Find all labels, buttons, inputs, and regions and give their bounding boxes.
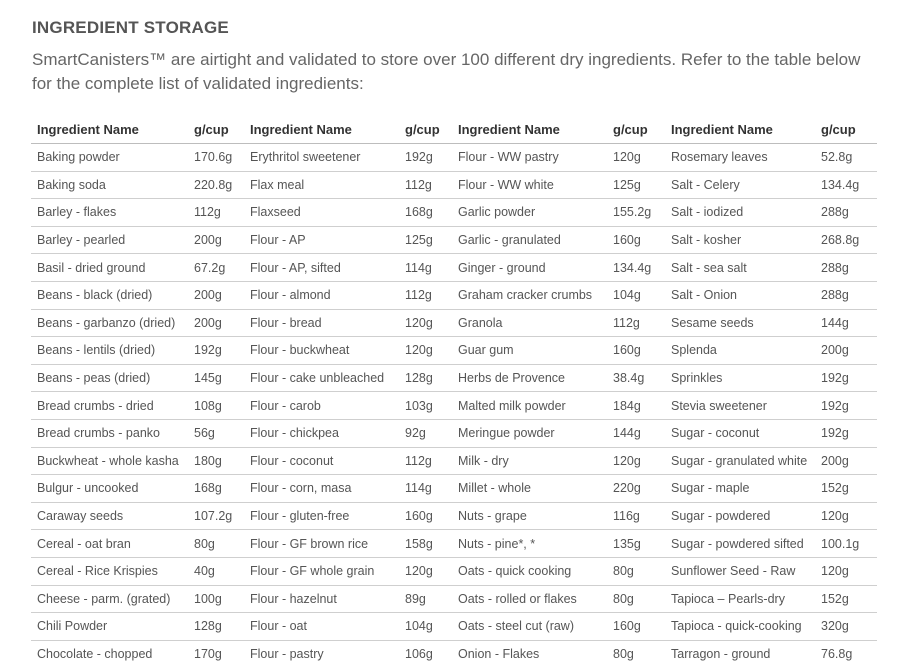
ingredient-name-cell: Cereal - Rice Krispies [31, 557, 188, 585]
table-row [31, 475, 877, 503]
grams-per-cup-cell: 107.2g [188, 502, 244, 530]
grams-per-cup-cell: 80g [188, 530, 244, 558]
grams-per-cup-cell: 104g [607, 281, 665, 309]
grams-per-cup-cell: 112g [188, 199, 244, 227]
ingredient-name-cell: Splenda [665, 337, 815, 365]
table-row [31, 144, 877, 172]
ingredient-name-cell: Flour - AP [244, 226, 399, 254]
ingredient-name-cell: Flaxseed [244, 199, 399, 227]
ingredient-name-cell: Cheese - parm. (grated) [31, 585, 188, 613]
table-row [31, 337, 877, 365]
ingredient-name-cell: Tapioca - quick-cooking [665, 613, 815, 641]
ingredient-name-cell: Beans - lentils (dried) [31, 337, 188, 365]
grams-per-cup-cell: 128g [188, 613, 244, 641]
ingredient-name-cell: Cereal - oat bran [31, 530, 188, 558]
grams-per-cup-cell: 120g [399, 337, 452, 365]
table-row [31, 171, 877, 199]
grams-per-cup-cell: 152g [815, 585, 877, 613]
grams-per-cup-cell: 160g [607, 226, 665, 254]
table-row [31, 447, 877, 475]
grams-per-cup-cell: 288g [815, 254, 877, 282]
ingredient-name-cell: Sugar - granulated white [665, 447, 815, 475]
ingredient-name-cell: Sprinkles [665, 364, 815, 392]
table-row [31, 557, 877, 585]
grams-per-cup-cell: 168g [399, 199, 452, 227]
ingredient-name-cell: Flour - corn, masa [244, 475, 399, 503]
grams-per-cup-cell: 112g [399, 171, 452, 199]
grams-per-cup-cell: 200g [188, 309, 244, 337]
ingredient-name-cell: Granola [452, 309, 607, 337]
ingredient-name-cell: Salt - Onion [665, 281, 815, 309]
grams-per-cup-cell: 192g [188, 337, 244, 365]
grams-per-cup-cell: 155.2g [607, 199, 665, 227]
ingredient-name-cell: Erythritol sweetener [244, 144, 399, 172]
table-row [31, 226, 877, 254]
ingredient-name-cell: Buckwheat - whole kasha [31, 447, 188, 475]
grams-per-cup-cell: 80g [607, 585, 665, 613]
column-header-gcup: g/cup [399, 116, 452, 144]
column-header-name: Ingredient Name [244, 116, 399, 144]
grams-per-cup-cell: 200g [815, 337, 877, 365]
ingredient-name-cell: Beans - garbanzo (dried) [31, 309, 188, 337]
grams-per-cup-cell: 38.4g [607, 364, 665, 392]
ingredient-name-cell: Caraway seeds [31, 502, 188, 530]
grams-per-cup-cell: 125g [607, 171, 665, 199]
ingredient-name-cell: Flour - GF brown rice [244, 530, 399, 558]
grams-per-cup-cell: 67.2g [188, 254, 244, 282]
ingredient-name-cell: Basil - dried ground [31, 254, 188, 282]
ingredient-name-cell: Baking soda [31, 171, 188, 199]
ingredient-name-cell: Bread crumbs - dried [31, 392, 188, 420]
grams-per-cup-cell: 120g [607, 447, 665, 475]
grams-per-cup-cell: 112g [399, 281, 452, 309]
grams-per-cup-cell: 125g [399, 226, 452, 254]
grams-per-cup-cell: 170g [188, 640, 244, 667]
grams-per-cup-cell: 170.6g [188, 144, 244, 172]
grams-per-cup-cell: 92g [399, 419, 452, 447]
grams-per-cup-cell: 104g [399, 613, 452, 641]
ingredient-name-cell: Beans - peas (dried) [31, 364, 188, 392]
ingredient-name-cell: Herbs de Provence [452, 364, 607, 392]
ingredient-name-cell: Flour - almond [244, 281, 399, 309]
grams-per-cup-cell: 160g [399, 502, 452, 530]
column-header-gcup: g/cup [607, 116, 665, 144]
ingredient-name-cell: Flour - pastry [244, 640, 399, 667]
ingredient-name-cell: Guar gum [452, 337, 607, 365]
grams-per-cup-cell: 192g [815, 392, 877, 420]
grams-per-cup-cell: 200g [188, 281, 244, 309]
grams-per-cup-cell: 160g [607, 613, 665, 641]
ingredient-name-cell: Sugar - powdered sifted [665, 530, 815, 558]
ingredient-name-cell: Bulgur - uncooked [31, 475, 188, 503]
grams-per-cup-cell: 100.1g [815, 530, 877, 558]
grams-per-cup-cell: 80g [607, 640, 665, 667]
table-body [31, 144, 877, 667]
table-row [31, 585, 877, 613]
grams-per-cup-cell: 112g [607, 309, 665, 337]
table-header-row [31, 116, 877, 144]
grams-per-cup-cell: 180g [188, 447, 244, 475]
table-row [31, 254, 877, 282]
ingredient-name-cell: Rosemary leaves [665, 144, 815, 172]
ingredient-name-cell: Tarragon - ground [665, 640, 815, 667]
ingredient-name-cell: Malted milk powder [452, 392, 607, 420]
table-row [31, 309, 877, 337]
ingredient-name-cell: Salt - sea salt [665, 254, 815, 282]
ingredient-name-cell: Flour - bread [244, 309, 399, 337]
grams-per-cup-cell: 100g [188, 585, 244, 613]
ingredient-name-cell: Stevia sweetener [665, 392, 815, 420]
grams-per-cup-cell: 158g [399, 530, 452, 558]
grams-per-cup-cell: 320g [815, 613, 877, 641]
ingredient-name-cell: Baking powder [31, 144, 188, 172]
ingredient-name-cell: Garlic powder [452, 199, 607, 227]
ingredient-name-cell: Flour - AP, sifted [244, 254, 399, 282]
ingredient-name-cell: Flax meal [244, 171, 399, 199]
grams-per-cup-cell: 134.4g [607, 254, 665, 282]
column-header-gcup: g/cup [188, 116, 244, 144]
ingredient-name-cell: Milk - dry [452, 447, 607, 475]
grams-per-cup-cell: 103g [399, 392, 452, 420]
table-row [31, 613, 877, 641]
grams-per-cup-cell: 120g [399, 557, 452, 585]
grams-per-cup-cell: 192g [399, 144, 452, 172]
ingredient-name-cell: Flour - coconut [244, 447, 399, 475]
grams-per-cup-cell: 144g [607, 419, 665, 447]
column-header-name: Ingredient Name [665, 116, 815, 144]
column-header-gcup: g/cup [815, 116, 877, 144]
ingredient-name-cell: Chili Powder [31, 613, 188, 641]
ingredient-name-cell: Oats - steel cut (raw) [452, 613, 607, 641]
ingredient-name-cell: Flour - carob [244, 392, 399, 420]
ingredient-name-cell: Flour - WW white [452, 171, 607, 199]
ingredient-name-cell: Chocolate - chopped [31, 640, 188, 667]
grams-per-cup-cell: 114g [399, 254, 452, 282]
grams-per-cup-cell: 52.8g [815, 144, 877, 172]
ingredient-name-cell: Barley - pearled [31, 226, 188, 254]
grams-per-cup-cell: 288g [815, 281, 877, 309]
page-title: INGREDIENT STORAGE [32, 18, 229, 38]
grams-per-cup-cell: 134.4g [815, 171, 877, 199]
ingredient-name-cell: Sugar - coconut [665, 419, 815, 447]
ingredient-name-cell: Flour - chickpea [244, 419, 399, 447]
ingredient-name-cell: Meringue powder [452, 419, 607, 447]
ingredient-name-cell: Oats - quick cooking [452, 557, 607, 585]
ingredient-name-cell: Flour - WW pastry [452, 144, 607, 172]
grams-per-cup-cell: 220g [607, 475, 665, 503]
ingredient-name-cell: Beans - black (dried) [31, 281, 188, 309]
ingredient-table [31, 116, 877, 667]
table-row [31, 364, 877, 392]
grams-per-cup-cell: 288g [815, 199, 877, 227]
table-row [31, 281, 877, 309]
grams-per-cup-cell: 135g [607, 530, 665, 558]
grams-per-cup-cell: 56g [188, 419, 244, 447]
ingredient-name-cell: Flour - cake unbleached [244, 364, 399, 392]
ingredient-name-cell: Flour - buckwheat [244, 337, 399, 365]
grams-per-cup-cell: 192g [815, 364, 877, 392]
ingredient-name-cell: Millet - whole [452, 475, 607, 503]
ingredient-name-cell: Sesame seeds [665, 309, 815, 337]
grams-per-cup-cell: 89g [399, 585, 452, 613]
grams-per-cup-cell: 114g [399, 475, 452, 503]
ingredient-name-cell: Oats - rolled or flakes [452, 585, 607, 613]
grams-per-cup-cell: 80g [607, 557, 665, 585]
grams-per-cup-cell: 40g [188, 557, 244, 585]
grams-per-cup-cell: 192g [815, 419, 877, 447]
grams-per-cup-cell: 112g [399, 447, 452, 475]
grams-per-cup-cell: 116g [607, 502, 665, 530]
ingredient-name-cell: Garlic - granulated [452, 226, 607, 254]
ingredient-name-cell: Flour - hazelnut [244, 585, 399, 613]
ingredient-name-cell: Graham cracker crumbs [452, 281, 607, 309]
ingredient-name-cell: Bread crumbs - panko [31, 419, 188, 447]
table-row [31, 199, 877, 227]
ingredient-name-cell: Flour - oat [244, 613, 399, 641]
grams-per-cup-cell: 200g [815, 447, 877, 475]
ingredient-name-cell: Onion - Flakes [452, 640, 607, 667]
ingredient-name-cell: Flour - GF whole grain [244, 557, 399, 585]
column-header-name: Ingredient Name [452, 116, 607, 144]
ingredient-name-cell: Sunflower Seed - Raw [665, 557, 815, 585]
grams-per-cup-cell: 120g [815, 557, 877, 585]
grams-per-cup-cell: 184g [607, 392, 665, 420]
table-row [31, 530, 877, 558]
table-row [31, 419, 877, 447]
grams-per-cup-cell: 120g [399, 309, 452, 337]
grams-per-cup-cell: 268.8g [815, 226, 877, 254]
ingredient-name-cell: Ginger - ground [452, 254, 607, 282]
table-row [31, 640, 877, 667]
grams-per-cup-cell: 76.8g [815, 640, 877, 667]
intro-paragraph: SmartCanisters™ are airtight and validated to store over 100 different dry ingredients. Refer to the table below for the complete list of validated ingredients: [32, 48, 882, 96]
grams-per-cup-cell: 220.8g [188, 171, 244, 199]
grams-per-cup-cell: 160g [607, 337, 665, 365]
ingredient-name-cell: Salt - kosher [665, 226, 815, 254]
grams-per-cup-cell: 128g [399, 364, 452, 392]
grams-per-cup-cell: 106g [399, 640, 452, 667]
grams-per-cup-cell: 145g [188, 364, 244, 392]
grams-per-cup-cell: 168g [188, 475, 244, 503]
ingredient-name-cell: Nuts - grape [452, 502, 607, 530]
grams-per-cup-cell: 108g [188, 392, 244, 420]
ingredient-name-cell: Tapioca – Pearls-dry [665, 585, 815, 613]
ingredient-name-cell: Nuts - pine*, * [452, 530, 607, 558]
ingredient-name-cell: Sugar - powdered [665, 502, 815, 530]
ingredient-name-cell: Salt - iodized [665, 199, 815, 227]
grams-per-cup-cell: 200g [188, 226, 244, 254]
table-row [31, 392, 877, 420]
grams-per-cup-cell: 120g [815, 502, 877, 530]
ingredient-name-cell: Flour - gluten-free [244, 502, 399, 530]
table-row [31, 502, 877, 530]
grams-per-cup-cell: 144g [815, 309, 877, 337]
grams-per-cup-cell: 152g [815, 475, 877, 503]
ingredient-name-cell: Sugar - maple [665, 475, 815, 503]
column-header-name: Ingredient Name [31, 116, 188, 144]
grams-per-cup-cell: 120g [607, 144, 665, 172]
ingredient-name-cell: Salt - Celery [665, 171, 815, 199]
ingredient-name-cell: Barley - flakes [31, 199, 188, 227]
